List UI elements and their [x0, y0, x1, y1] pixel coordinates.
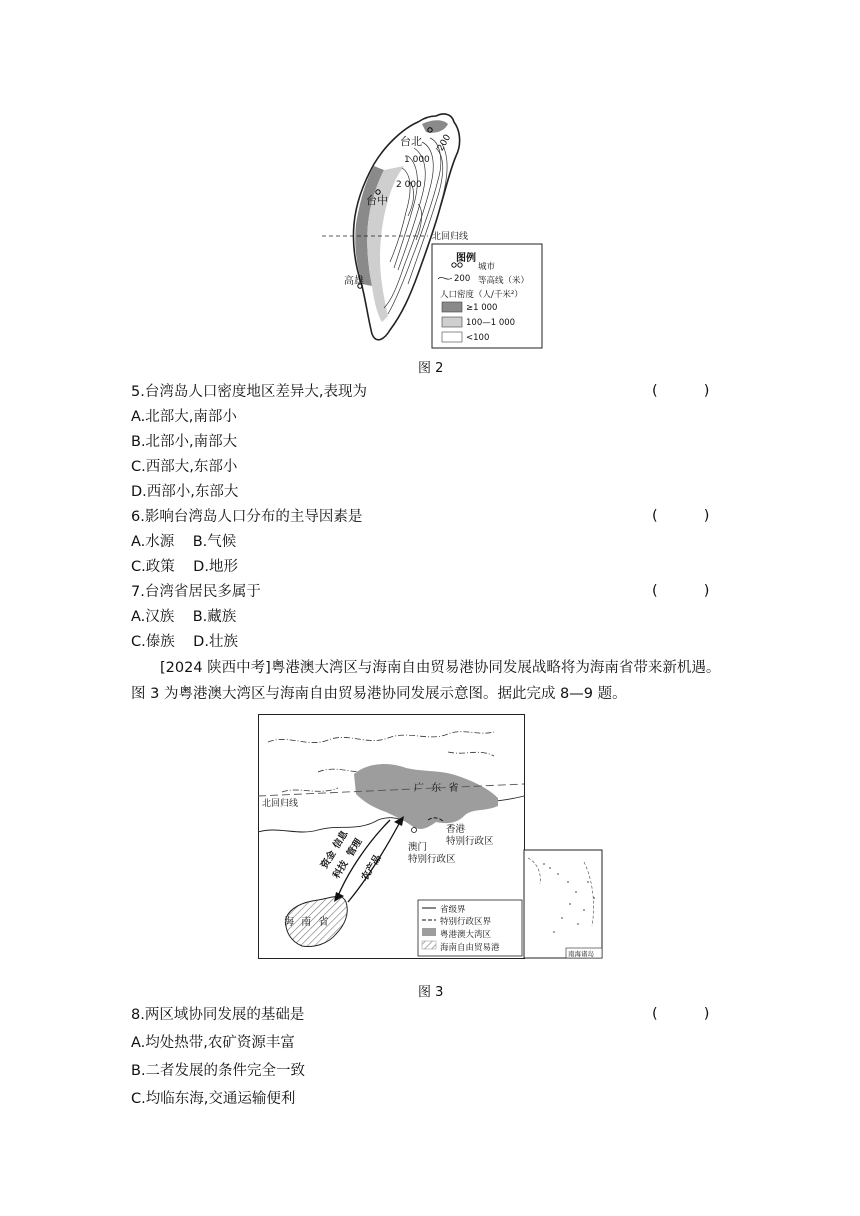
q5-option-d[interactable]: D.西部小,东部大: [131, 484, 239, 500]
q6-options-row1[interactable]: A.水源 B.气候: [131, 534, 237, 550]
q5-option-b[interactable]: B.北部小,南部大: [131, 434, 238, 450]
inset-label: 南海诸岛: [568, 950, 594, 958]
legend-hainan-swatch: [422, 941, 436, 949]
q5-answer-paren[interactable]: ( ): [652, 383, 710, 399]
q8-answer-paren[interactable]: ( ): [652, 1006, 710, 1022]
q6-options-row2[interactable]: C.政策 D.地形: [131, 559, 238, 575]
legend3-provincial: 省级界: [440, 905, 466, 915]
intro-line2: 图 3 为粤港澳大湾区与海南自由贸易港协同发展示意图。据此完成 8—9 题。: [131, 686, 627, 702]
label-contour-2000: 2 000: [396, 180, 422, 190]
legend-density-low: <100: [466, 333, 490, 343]
legend3-sar: 特别行政区界: [440, 917, 492, 927]
label-kaohsiung: 高雄: [344, 276, 364, 287]
arrow-label-mgmt: 管理: [345, 836, 365, 859]
figure2-caption: 图 2: [418, 361, 444, 376]
q7-answer-paren[interactable]: ( ): [652, 583, 710, 599]
legend-contour-label: 等高线（米）: [478, 276, 530, 286]
arrow-label-tech: 科技: [331, 858, 351, 881]
q8-option-c[interactable]: C.均临东海,交通运输便利: [131, 1091, 296, 1107]
south-china-sea-inset: [524, 850, 602, 958]
arrow-label-agri: 农产品: [359, 852, 384, 883]
label-contour-1000: 1 000: [404, 155, 430, 165]
label-taichung: 台中: [366, 194, 388, 207]
legend-density-high: ≥1 000: [466, 303, 498, 313]
label-macau: 澳门: [408, 842, 428, 853]
q5-option-a[interactable]: A.北部大,南部小: [131, 409, 237, 425]
label-contour-200: 200: [435, 133, 454, 153]
legend-swatch-high: [442, 302, 462, 312]
label-mo-sar: 特别行政区: [408, 854, 456, 865]
q7-stem: 7.台湾省居民多属于: [131, 584, 261, 600]
label-hk-sar: 特别行政区: [446, 836, 494, 847]
intro-line1: [2024 陕西中考]粤港澳大湾区与海南自由贸易港协同发展战略将为海南省带来新机遇。: [160, 660, 721, 676]
figure3-caption: 图 3: [418, 985, 444, 1000]
q8-stem: 8.两区域协同发展的基础是: [131, 1007, 305, 1023]
legend-gba-swatch: [422, 928, 436, 936]
q5-stem: 5.台湾岛人口密度地区差异大,表现为: [131, 384, 367, 400]
label-tropic-fig3: 北回归线: [262, 799, 299, 809]
legend-swatch-low: [442, 332, 462, 342]
macau-marker: [412, 828, 417, 833]
q8-option-b[interactable]: B.二者发展的条件完全一致: [131, 1063, 306, 1079]
q7-options-row1[interactable]: A.汉族 B.藏族: [131, 609, 237, 625]
legend-title: 图例: [456, 253, 476, 264]
legend-contour-sample: 200: [454, 274, 471, 284]
label-tropic: 北回归线: [432, 232, 469, 242]
label-taipei: 台北: [400, 135, 422, 148]
q6-answer-paren[interactable]: ( ): [652, 508, 710, 524]
label-guangdong: 广 东 省: [414, 783, 461, 794]
q8-option-a[interactable]: A.均处热带,农矿资源丰富: [131, 1035, 295, 1051]
legend-density-mid: 100—1 000: [466, 318, 516, 328]
label-hongkong: 香港: [446, 824, 466, 835]
legend3-hainan-ftp: 海南自由贸易港: [440, 943, 500, 953]
legend3-gba: 粤港澳大湾区: [440, 930, 492, 940]
arrow-label-funds: 资金: [319, 848, 339, 871]
legend-density-title: 人口密度（人/千米²）: [440, 290, 523, 300]
q5-option-c[interactable]: C.西部大,东部小: [131, 459, 238, 475]
legend-city-label: 城市: [478, 262, 496, 272]
arrow-label-info: 信息: [331, 828, 351, 851]
label-hainan: 海 南 省: [284, 917, 331, 928]
q7-options-row2[interactable]: C.傣族 D.壮族: [131, 634, 238, 650]
legend-swatch-mid: [442, 317, 462, 327]
q6-stem: 6.影响台湾岛人口分布的主导因素是: [131, 509, 363, 525]
